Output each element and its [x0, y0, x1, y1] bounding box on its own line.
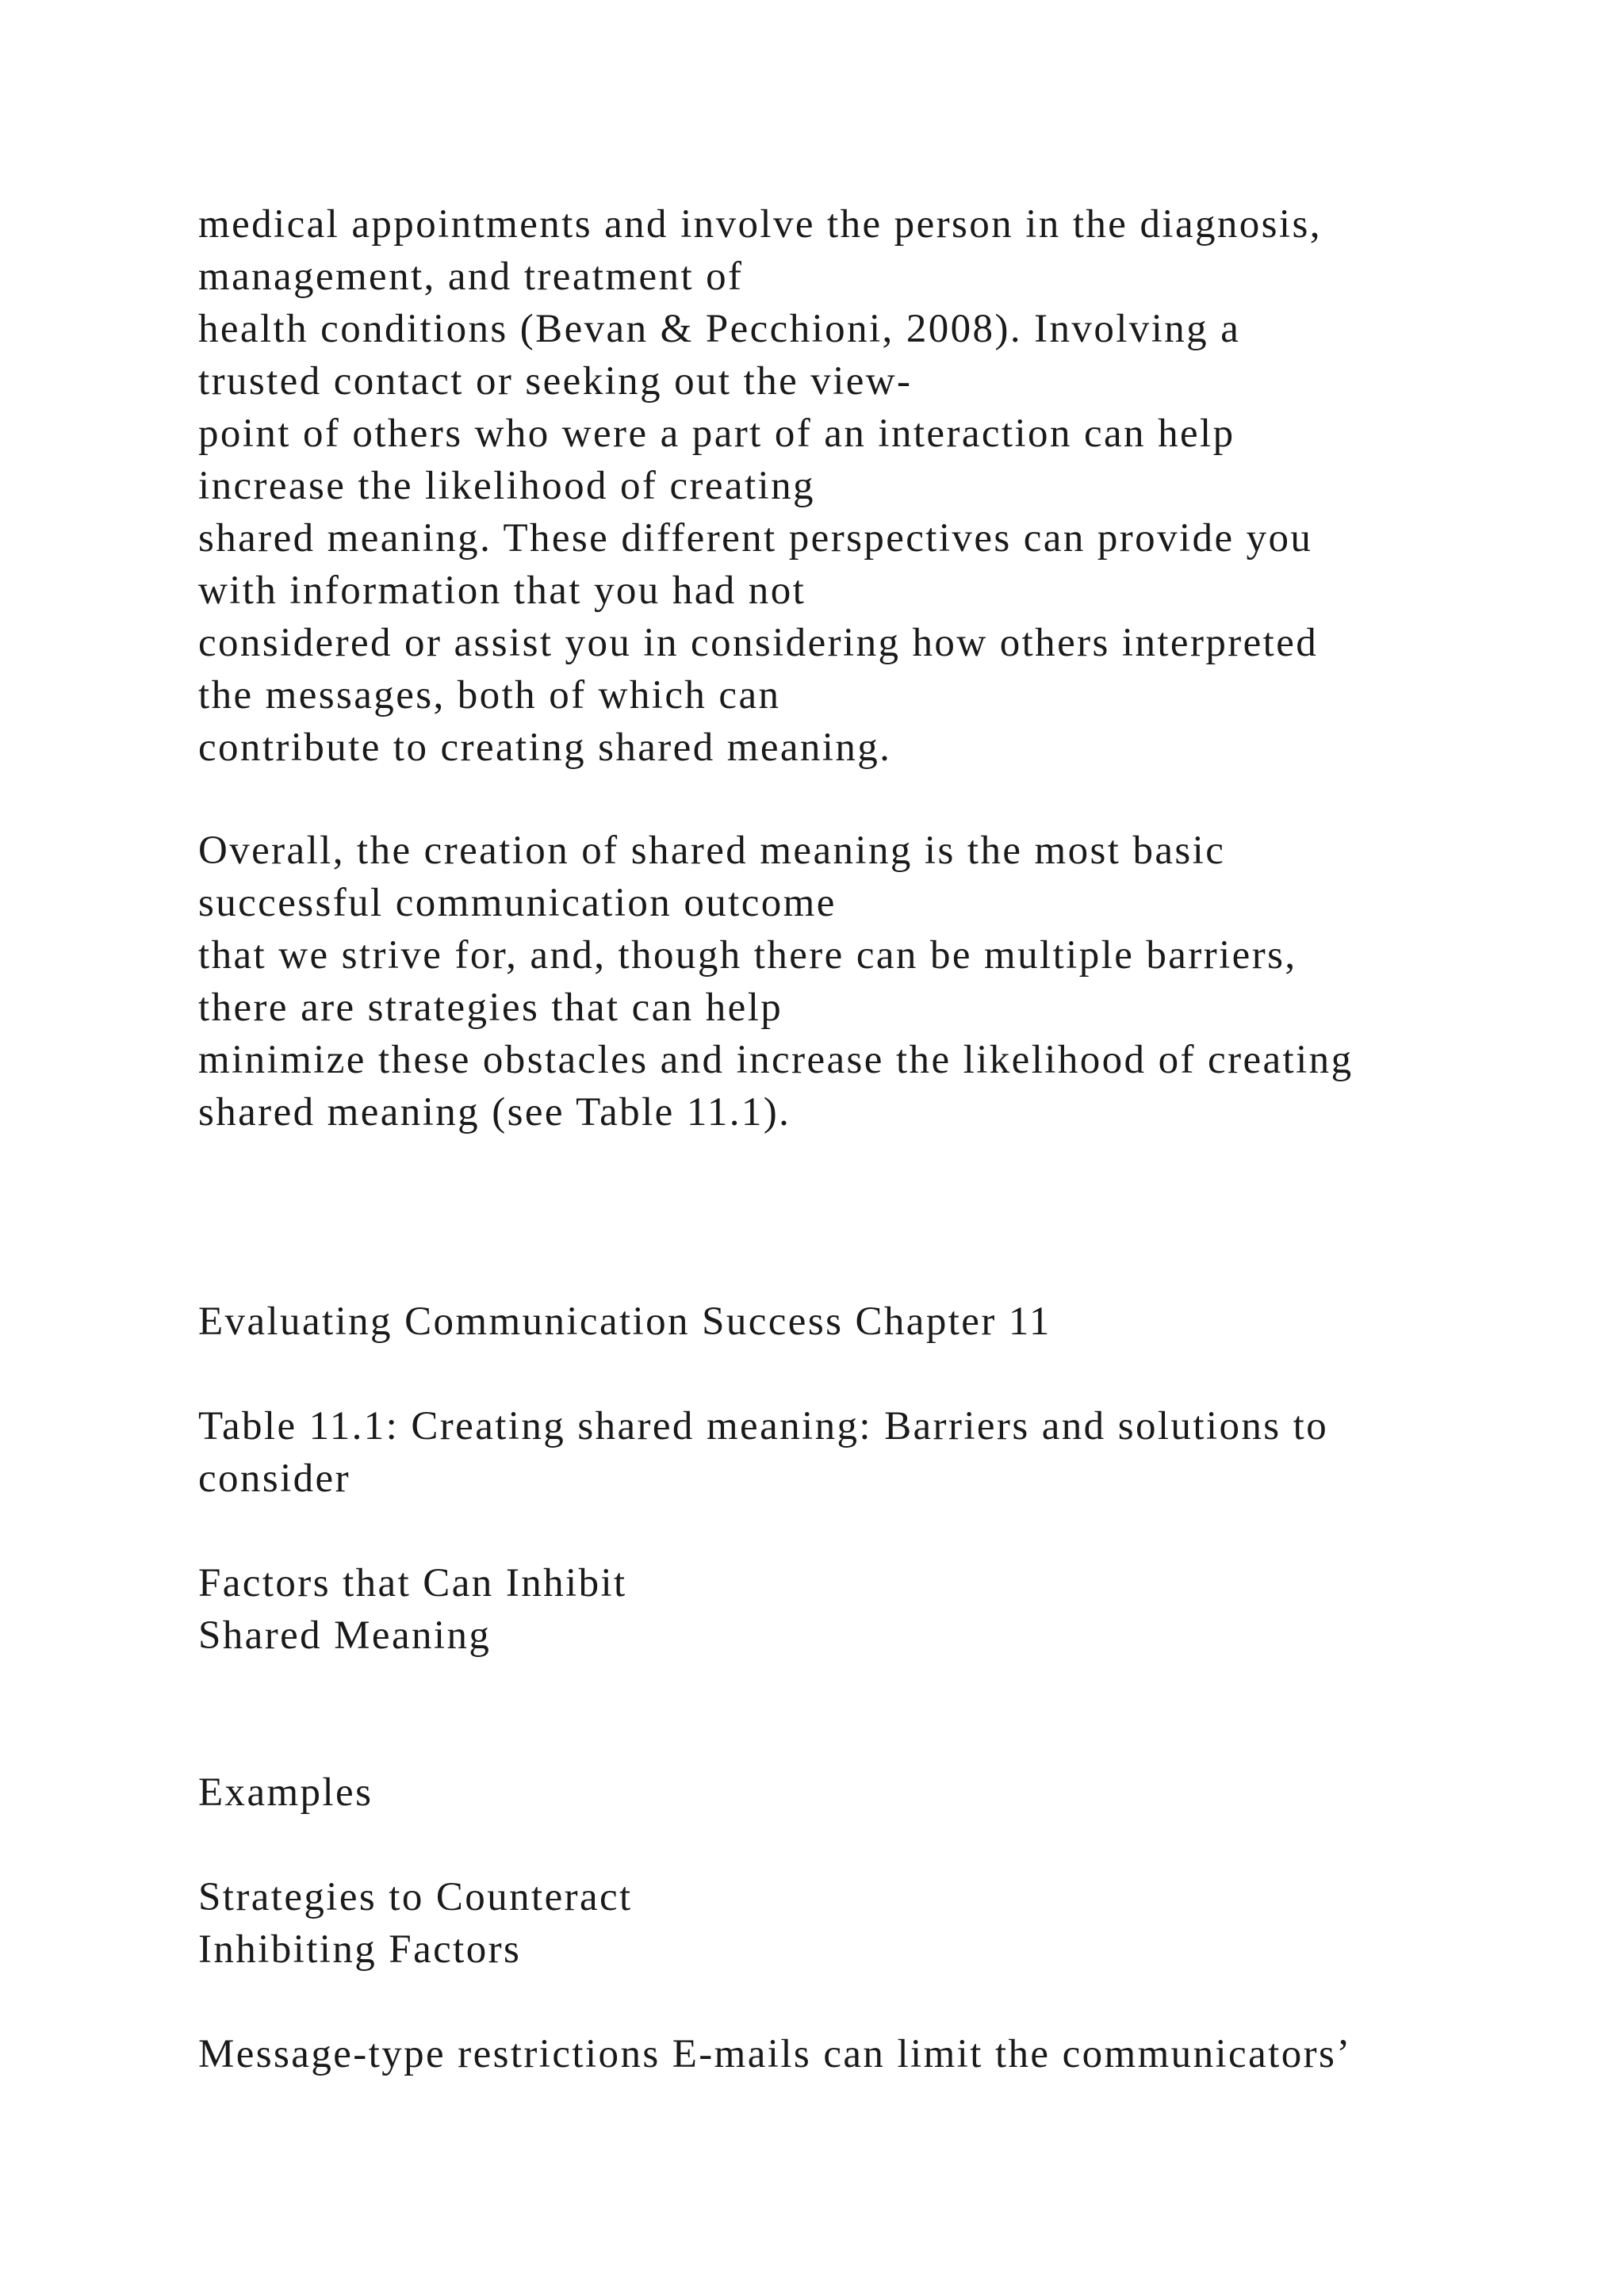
- column-header-line: Examples: [198, 1770, 373, 1815]
- table-row-text: Message-type restrictions E-mails can limit the communicators’: [198, 2032, 1352, 2076]
- paragraph-line: trusted contact or seeking out the view-: [198, 359, 913, 404]
- chapter-heading: [198, 1295, 1546, 1348]
- paragraph-line: shared meaning. These different perspectives can provide you: [198, 516, 1313, 561]
- paragraph-line: medical appointments and involve the person in the diagnosis,: [198, 202, 1322, 247]
- column-header-strategies: [198, 1871, 1546, 1976]
- body-paragraph-2: [198, 825, 1546, 1138]
- table-caption: [198, 1400, 1546, 1505]
- column-header-examples: [198, 1766, 1546, 1819]
- paragraph-line: successful communication outcome: [198, 881, 837, 925]
- paragraph-line: health conditions (Bevan & Pecchioni, 2008). Involving a: [198, 307, 1241, 351]
- body-paragraph-1: [198, 198, 1546, 774]
- paragraph-line: contribute to creating shared meaning.: [198, 725, 892, 770]
- paragraph-line: increase the likelihood of creating: [198, 464, 815, 508]
- chapter-heading-text: Evaluating Communication Success Chapter 11: [198, 1299, 1051, 1344]
- paragraph-line: minimize these obstacles and increase the likelihood of creating: [198, 1038, 1354, 1082]
- paragraph-line: Overall, the creation of shared meaning is the most basic: [198, 828, 1226, 873]
- column-header-line: Inhibiting Factors: [198, 1927, 522, 1972]
- column-header-line: Strategies to Counteract: [198, 1875, 633, 1919]
- paragraph-line: point of others who were a part of an interaction can help: [198, 411, 1235, 456]
- paragraph-line: shared meaning (see Table 11.1).: [198, 1090, 791, 1135]
- paragraph-line: that we strive for, and, though there can be multiple barriers,: [198, 933, 1297, 978]
- column-header-line: Factors that Can Inhibit: [198, 1561, 627, 1605]
- column-header-line: Shared Meaning: [198, 1613, 492, 1658]
- column-header-factors: [198, 1557, 1546, 1662]
- table-row: [198, 2028, 1546, 2080]
- paragraph-line: with information that you had not: [198, 568, 806, 613]
- paragraph-line: the messages, both of which can: [198, 673, 781, 718]
- table-caption-line: Table 11.1: Creating shared meaning: Barriers and solutions to: [198, 1404, 1329, 1448]
- table-caption-line: consider: [198, 1456, 350, 1501]
- paragraph-line: there are strategies that can help: [198, 985, 783, 1030]
- paragraph-line: management, and treatment of: [198, 254, 744, 299]
- paragraph-line: considered or assist you in considering how others interpreted: [198, 621, 1319, 665]
